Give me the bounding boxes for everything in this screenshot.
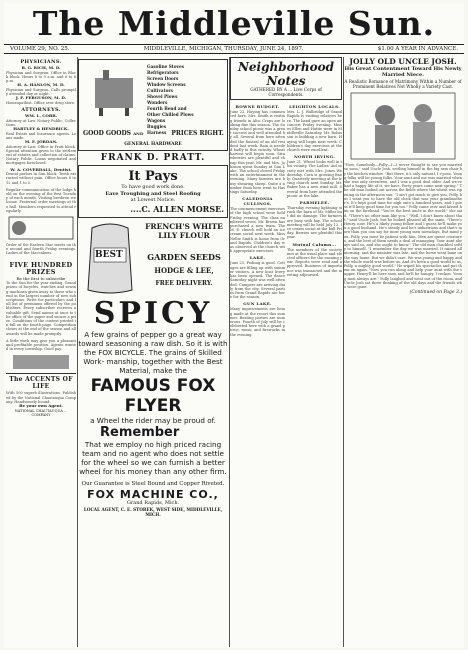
filler-text: Real Estate and Insurance agents. Loans made. xyxy=(6,131,76,140)
directory-entry: M. F. JORDAN. xyxy=(24,139,58,144)
directory-entry: WM. L. COBB. xyxy=(24,113,58,118)
notes-subcolumns xyxy=(230,102,342,337)
newspaper-page xyxy=(4,3,464,648)
filler-text: Attorney at Law. Office in Pratt block. Special attention given to the settlement of estates and collection of claims. Notary Public. Loans negotiated and mortgages foreclosed. xyxy=(6,144,76,166)
hodge-lee: HODGE & LEE, xyxy=(154,265,214,275)
accents-heading: The ACCENTS OF LIFE xyxy=(6,373,76,390)
filler-text: To the Sun for the year ending. Grand prizes of bicycles, watches and sewing machines given away to those who send in the largest number of new subscriptions. Write for particulars and full list of premiums offered by the publishers. Every subscriber receives a valuable gift. Send names at once to the office of the paper and secure a prize. Conditions of the contest printed in full on the fourth page. Competition closes at the end of the season and all awards will be made promptly. xyxy=(6,281,76,336)
filler-text: Attorney at Law. Notary Public. Collections. xyxy=(6,118,76,127)
story-subtitle: His Great Contentment Toward His Newly Married Niece. xyxy=(344,66,462,78)
filler-text: June 21. Fishing is good. Cottages are filling up with summer visitors. A new boat livery has been opened. The dance Saturday night was well attended. Campers are arriving daily from the city. Several parties from Grand Rapids are here for the season. xyxy=(230,261,285,300)
be-your-own-agent: Be your own Agent. xyxy=(19,403,63,409)
filler-text: June 21. Wheat looks well in this vicinity. The Ladies' Aid society met with Mrs. Jones Wednesday. Corn is growing finely. Quarterly meeting at the Irving church next Sunday. Mr. Baker has a new wind mill. Several from here attended the picnic at the lake. xyxy=(287,160,342,198)
illustration-icon xyxy=(7,353,75,371)
directory-entry: W. A. COVERDALL, Dentist. xyxy=(10,166,72,172)
publisher-name: NATIONAL CHAUTAUQUA ... COMPANY xyxy=(14,408,68,418)
town-heading: LEIGHTON LOCALS. xyxy=(289,104,340,110)
advertisements-column xyxy=(78,57,228,647)
filler-text: Physician and Surgeon. Calls promptly attended day or night. xyxy=(6,87,76,96)
subscription-price: $1.00 A YEAR IN ADVANCE. xyxy=(377,46,458,52)
directory-entry: J. F. FERGUSON, M. D. xyxy=(15,95,67,101)
guarantee: Our Guarantee is Steel Bound and Copper Riveted. xyxy=(81,480,225,487)
section-heading: ATTORNEYS. xyxy=(21,107,61,113)
flour-ad xyxy=(78,220,228,298)
filler-text: Physician and Surgeon. Office in Block block. Hours 8 to 9 a.m. and 6 to 8 p.m. xyxy=(6,70,76,83)
continued-note: (Continued on Page 3.) xyxy=(409,290,462,296)
directory-entry: HARTLEY & HENDRICK. xyxy=(13,126,69,131)
place-date: MIDDLEVILLE, MICHIGAN, THURSDAY, JUNE 24, 1897. xyxy=(143,46,304,52)
stove-illustration-icon xyxy=(85,68,143,118)
filler-text: Order of the Eastern Star meets on the second and fourth Friday evenings. Ladies of the Maccabees. xyxy=(6,243,76,256)
eaves-line: Eave Troughing and Steel Roofing xyxy=(105,190,201,197)
notes-right xyxy=(287,102,342,337)
remember-heading: Remember xyxy=(100,424,180,440)
eaves-line: at Lowest Notice. xyxy=(130,197,176,203)
filler-text: Mrs. L. J. Walbridge of Grand Rapids is visiting relatives here. The band gave an open air concert Friday evening. Misses Ellen and Hattie were in Middleville Saturday. Mr. Robinson is building a new barn. Haying will begin next week. Children's day exercises at the church were excellent. xyxy=(287,110,342,153)
town-heading: CALEDONIA CULLINGS. xyxy=(242,196,273,207)
prizes-heading: FIVE HUNDRED PRIZES xyxy=(9,260,73,276)
filler-text: Regular communication of the lodge held on the evening of the first Tuesday of each month. Visiting brethren welcome. Fraternal order meetings at the hall. Members requested to attend regularly. xyxy=(6,187,76,213)
section-heading: PHYSICIANS. xyxy=(20,59,62,65)
filler-text: A little work may give you a pleasant and profitable position. Agents wanted in every township. Good pay. xyxy=(6,338,76,352)
filler-text: The commencement exercises of the high school were held Friday evening. The class numbered seven. Mr. Brown has purchased a new team. The M. E. church will hold an ice cream social next week. Miss Nellie Smith is home from Grand Rapids. Children's day was observed at the church with appropriate exercises. xyxy=(230,207,285,254)
local-agent: LOCAL AGENT, C. E. STOREK, WEST SIDE, MIDDLEVILLE, MICH. xyxy=(83,507,223,517)
hardware-list: Gasoline Stoves Refrigerators Screen Doors Window Screens Cultivators Shovel Plows Wonders Fourth Bend and Other Chilled Plows Wagons Buggies Harness xyxy=(147,64,194,135)
filler-text: June 22. Haying has commenced here. Mrs. Smith is visiting friends in Alto. Crops are looking fine this season. The Sunday school picnic was a great success and well attended by all. Several from here attended the funeral of an old resident last week. Rain is needed badly in this vicinity. Wheat harvest will begin soon. Strawberries are plentiful and cheap this year. Mr. and Mrs. Johnson spent Sunday at Gun Lake. The school closed Friday with an entertainment in the evening. Many farmers are busy shearing sheep. Quite a number from here went to Hastings Saturday. xyxy=(230,110,285,195)
free-delivery: FREE DELIVERY. xyxy=(155,279,213,287)
spicy-body: A few grains of pepper go a great way toward seasoning a raw dish. So it is with the FOX BICYCLE. The grains of Skilled Work- manship, together with the Best Material, make the xyxy=(78,329,228,376)
good-goods: GOOD GOODS AND PRICES RIGHT. xyxy=(83,130,224,137)
garden-seeds: GARDEN SEEDS xyxy=(147,251,221,262)
notes-header xyxy=(230,57,342,100)
business-directory-column xyxy=(6,57,76,647)
eaves-line: To have good work done. xyxy=(121,184,185,190)
filler-text: Homeopathist. Office over drug store. xyxy=(6,100,76,105)
grand-rapids: Grand Rapids, Mich. xyxy=(126,499,180,506)
famous-sub: a Wheel the rider may be proud of. xyxy=(90,415,216,425)
eave-troughing-ad xyxy=(78,165,228,218)
frenchs-flour: FRENCH'S WHITE LILY FLOUR xyxy=(145,221,223,240)
frank-pratt: FRANK D. PRATT. xyxy=(100,153,206,163)
story-title: JOLLY OLD UNCLE JOSH. xyxy=(349,57,457,66)
volume-number: VOLUME 29, NO. 25. xyxy=(10,46,70,52)
it-pays-heading: It Pays xyxy=(128,169,178,184)
spicy-headline: SPICY xyxy=(93,295,213,331)
town-heading: Mutual Calumn... xyxy=(292,241,337,247)
allen-morse: ....C. ALLEN MORSE. xyxy=(130,203,224,214)
directory-entry: B. G. RICH, M. D. xyxy=(21,65,61,70)
remember-body: That we employ no high priced racing team and no agent who does not settle for the wheel so we can furnish a better wheel for his money than any other firm. xyxy=(79,439,227,477)
fox-machine-co: FOX MACHINE CO., xyxy=(87,487,219,501)
town-heading: NORTH IRVING. xyxy=(294,154,335,160)
best-label: BEST xyxy=(95,249,123,260)
prizes-subline: Be the first to subscribe xyxy=(16,275,66,281)
famous-fox-flyer: FAMOUS FOX FLYER xyxy=(90,375,216,416)
dateline xyxy=(4,44,464,54)
filler-text: The members of the society met at the usual place and elected officers for the ensuing year. Reports were read and approved. Business of importance was transacted and the meeting adjourned. xyxy=(287,247,342,277)
lodge-emblem-icon xyxy=(7,215,75,241)
town-heading: GUN LAKE. xyxy=(243,301,272,307)
directory-entry: H. A. HANLON, M. D. xyxy=(17,82,65,88)
neighborhood-notes-column xyxy=(230,57,342,647)
notes-subtitle: GATHERED BY A ... Live Corps of Correspondents. xyxy=(250,87,322,97)
filler-text: Many improvements are being made at the resort this summer. Boating parties are numerous. Fourth of July will be celebrated here with a grand picnic, music and fireworks in the evening. xyxy=(230,307,285,337)
masthead-title: The Middleville Sun. xyxy=(32,4,436,43)
notes-title: Neighborhood Notes xyxy=(237,60,335,88)
hardware-heading: GENERAL HARDWARE xyxy=(124,142,182,147)
town-heading: BOWNE BUDGET. xyxy=(235,104,280,110)
filler-text: Thursday evening lightning struck the barn of Mr. Miller but did no damage. The farmers are busy with hay. The school meeting will be held July 12. Ice cream social at the hall Friday. Berries are plentiful this year. xyxy=(287,206,342,240)
hardware-ad xyxy=(78,59,228,151)
filler-text: Dental parlors in Sun block. Teeth extracted without pain. Office hours 8 to 12 and 1 to 5. xyxy=(6,172,76,185)
notes-left xyxy=(230,102,285,337)
story-column xyxy=(344,57,462,647)
town-heading: PARMELEE. xyxy=(299,200,330,206)
filler-text: With 500 superb illustrations. Published by the National Chautauqua Company. Handsomely bound. xyxy=(6,391,76,404)
story-illustration-icon xyxy=(345,91,461,161)
story-deck: A Realistic Romance of Matrimony Within a Number of Prominent Relatives Not Wholly a Variety Cast. xyxy=(344,79,462,89)
town-heading: LAKE. xyxy=(249,255,266,261)
story-text: "Now, Somebody—Polly—I—I never thought to see you married so soon," said Uncle Josh, settling himself in the big arm chair by the kitchen window. "But there, it's only natural, I s'pose. Young folks will be young folks. Your aunt and me was married when she was only seventeen, and I was a good deal older. And we've had a happy life of it, we have. Forty years come next spring." The old man looked out across the fields where the wheat was ripening in the afternoon sun. "I ain't got much to give you, Polly, but I want you to have the old clock that was your grandmother's. It's kept good time for nigh onto a hundred years, and I guess it'll keep good time for you too." Polly came over and kissed him on the forehead. "You're the best uncle in the world," she said. "There's no other man like you." "Well, I don't know about that," said Uncle Josh, but he looked pleased all the same. "There's Henry, now. He's a likely young fellow and I guess he'll make you a good husband. He's steady and he's industrious and that's more than you can say for most young men nowadays. But mind you, Polly, you must be patient with him. Men are queer creatures, and the best of them needs a deal of managing. Your aunt always said so, and she ought to know." The old man chuckled softly to himself. "I remember the day we was married. It rained all morning, and the minister was late, and the horse went lame on the way home. But we didn't care. We was young and happy and the whole world was before us. And it's been a good world to us, Polly, a mighty good world." He wiped his spectacles and put them on again. "Now you run along and help your aunt with the supper. Henry'll be here soon and he'll be hungry, I reckon. Young men always are." Polly laughed and went out of the room, and Uncle Josh sat there thinking of the old days and the friends who were gone. xyxy=(344,163,462,290)
